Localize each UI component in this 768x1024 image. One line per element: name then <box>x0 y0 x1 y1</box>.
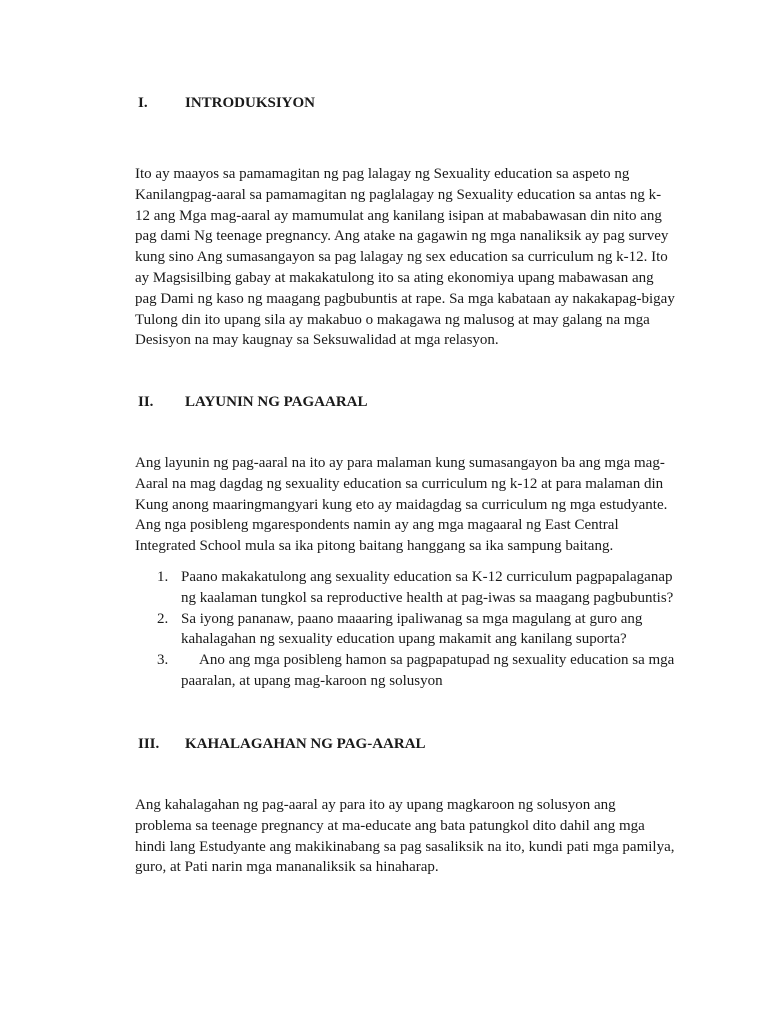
section-number: III. <box>138 736 160 752</box>
layunin-paragraph <box>135 453 680 557</box>
section-title: INTRODUKSIYON <box>185 95 316 111</box>
paragraph-line: Ito ay maayos sa pamamagitan ng pag lalagay ng Sexuality education sa aspeto ng <box>135 166 630 182</box>
paragraph-line: pag Dami ng kaso ng maagang pagbubuntis at rape. Sa mga kabataan ay nakakapag-bigay <box>135 290 675 307</box>
paragraph-line: Ang kahalagahan ng pag-aaral ay para ito ay upang magkaroon ng solusyon ang <box>135 797 616 813</box>
section-number: II. <box>138 394 154 410</box>
paragraph-line: Integrated School mula sa ika pitong baitang hanggang sa ika sampung baitang. <box>135 538 614 555</box>
section-title: LAYUNIN NG PAGAARAL <box>185 394 368 410</box>
paragraph-line: Ang nga posibleng mgarespondents namin ay ang mga magaaral ng East Central <box>135 517 619 534</box>
list-item <box>135 567 695 609</box>
list-item-line: paaralan, at upang mag-karoon ng solusyon <box>181 672 443 689</box>
section-heading-introduksiyon <box>138 93 315 113</box>
kahalagahan-paragraph <box>135 795 680 878</box>
paragraph-line: Aaral na mag dagdag ng sexuality education sa curriculum ng k-12 at para malaman din <box>135 475 664 492</box>
section-title: KAHALAGAHAN NG PAG-AARAL <box>185 736 426 752</box>
paragraph-line: Kung anong maaringmangyari kung eto ay maidagdag sa curriculum ng mga estudyante. <box>135 496 668 513</box>
list-item <box>135 609 695 651</box>
paragraph-line: Kanilangpag-aaral sa pamamagitan ng paglalagay ng Sexuality education sa antas ng k- <box>135 186 662 203</box>
list-item-line: kahalagahan ng sexuality education upang makamit ang kanilang suporta? <box>181 631 627 648</box>
list-item-line: Paano makakatulong ang sexuality education sa K-12 curriculum pagpapalaganap <box>181 569 673 585</box>
paragraph-line: pag dami Ng teenage pregnancy. Ang atake na gagawin ng mga nanaliksik ay pag survey <box>135 228 669 245</box>
paragraph-line: guro, at Pati narin mga mananaliksik sa hinaharap. <box>135 859 439 876</box>
paragraph-line: ay Magsisilbing gabay at makakatulong ito sa ating ekonomiya upang mabawasan ang <box>135 269 654 286</box>
list-marker: 3. <box>157 652 169 669</box>
paragraph-line: kung sino Ang sumasangayon sa pag lalagay ng sex education sa curriculum ng k-12. Ito <box>135 249 668 266</box>
list-item-line: Ano ang mga posibleng hamon sa pagpapatupad ng sexuality education sa mga <box>199 652 675 669</box>
list-marker: 2. <box>157 610 169 627</box>
list-item-line: ng kaalaman tungkol sa reproductive health at pag-iwas sa maagang pagbubuntis? <box>181 589 674 606</box>
section-number: I. <box>138 95 148 111</box>
section-heading-kahalagahan <box>138 734 426 754</box>
paragraph-line: Ang layunin ng pag-aaral na ito ay para malaman kung sumasangayon ba ang mga mag- <box>135 455 665 471</box>
introduction-paragraph <box>135 164 680 351</box>
research-questions-list <box>135 567 695 692</box>
paragraph-line: problema sa teenage pregnancy at ma-educate ang bata patungkol dito dahil ang mga <box>135 817 645 834</box>
list-item <box>135 650 695 692</box>
paragraph-line: hindi lang Estudyante ang makikinabang sa pag sasaliksik na ito, kundi pati mga pamilya, <box>135 838 675 855</box>
paragraph-line: Desisyon na may kaugnay sa Seksuwalidad at mga relasyon. <box>135 332 499 349</box>
section-heading-layunin <box>138 392 368 412</box>
paragraph-line: 12 ang Mga mag-aaral ay mamumulat ang kanilang isipan at mababawasan din nito ang <box>135 207 662 224</box>
paragraph-line: Tulong din ito upang sila ay makabuo o makagawa ng malusog at may galang na mga <box>135 311 650 328</box>
list-item-line: Sa iyong pananaw, paano maaaring ipaliwanag sa mga magulang at guro ang <box>181 610 643 627</box>
list-marker: 1. <box>157 569 169 585</box>
